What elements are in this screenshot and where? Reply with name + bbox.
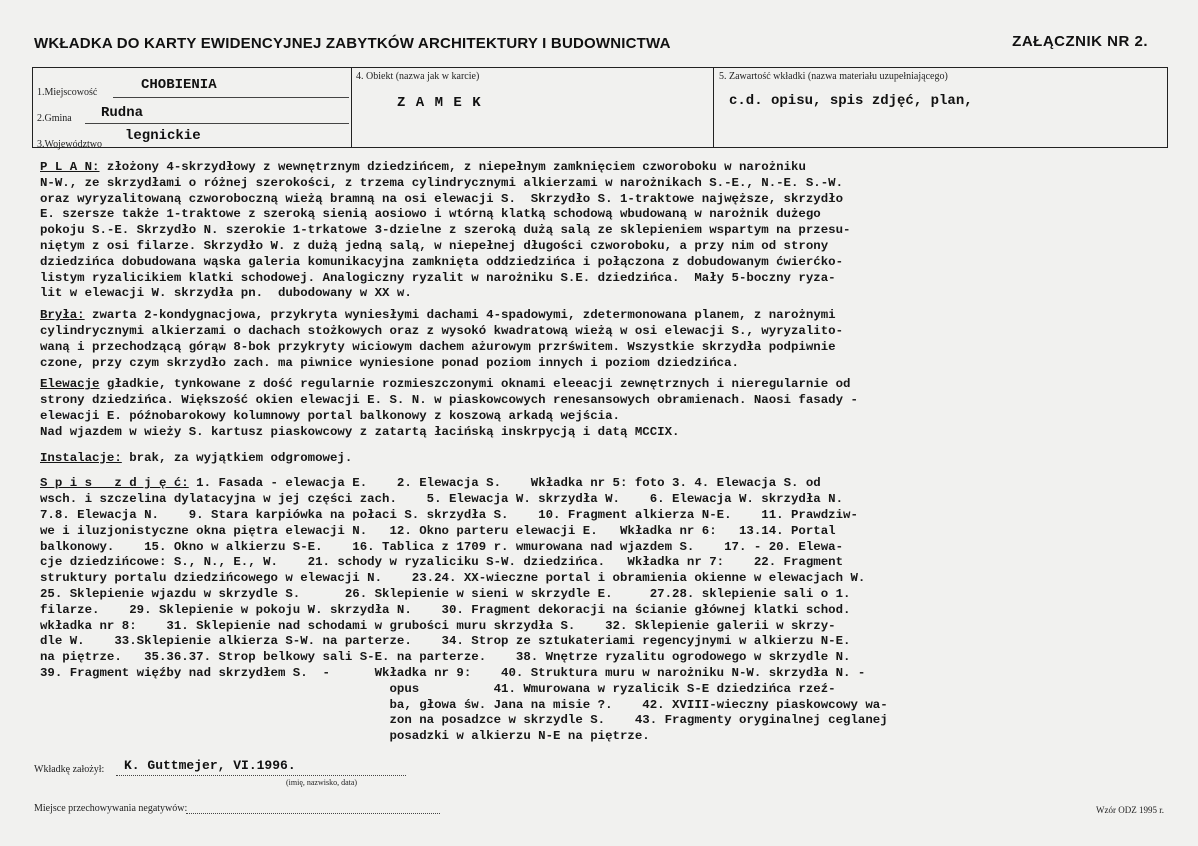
- text-line: oraz wyryzalitowaną czworoboczną wieżą bramną na osi elewacji S. Skrzydło S. 1-traktowe najwęższe, skrzydło: [40, 191, 844, 206]
- zalozyl-hint: (imię, nazwisko, data): [286, 778, 358, 787]
- text-line: czone, przy czym skrzydło zach. ma piwnice wyniesione ponad poziom innych i poziom dziedzińca.: [40, 355, 739, 370]
- text-line: listym ryzalicikiem klatki schodowej. Analogiczny ryzalit w narożniku S.E. dziedzińca. Mały 5-boczny ryza-: [40, 270, 836, 285]
- bryla-section: [40, 308, 1180, 371]
- wojewodztwo-value: legnickie: [125, 128, 201, 144]
- text-line: złożony 4-skrzydłowy z wewnętrznym dziedzińcem, z niepełnym zamknięciem czworoboku w narożniku: [99, 160, 806, 174]
- gmina-value: Rudna: [101, 105, 144, 121]
- text-line: cylindrycznymi alkierzami o dachach stożkowych oraz z wysokó kwadratową wieżą w osi elewacji S., wyryzalito-: [40, 323, 844, 338]
- text-line: brak, za wyjątkiem odgromowej.: [121, 450, 353, 465]
- column-divider: [351, 68, 352, 147]
- text-line: 39. Fragment więźby nad skrzydłem S. - Wkładka nr 9: 40. Struktura muru w narożniku N-W. skrzydła N. -: [40, 665, 866, 680]
- text-line: na piętrze. 35.36.37. Strop belkowy sali S-E. na parterze. 38. Wnętrze ryzalitu ogrodowego w skrzydle N.: [40, 650, 851, 665]
- contents-label: 5. Zawartość wkładki (nazwa materiału uzupełniającego): [719, 71, 948, 82]
- annex-number: ZAŁĄCZNIK NR 2.: [1012, 33, 1148, 50]
- elewacje-section: [40, 377, 1180, 440]
- signature-line: [116, 775, 406, 776]
- text-line: zon na posadzce w skrzydle S. 43. Fragmenty oryginalnej ceglanej: [40, 713, 888, 728]
- text-line: niętym z osi filarze. Skrzydło W. z dużą jedną salą, w niepełnej długości czworoboku, a przy nim od strony: [40, 238, 829, 253]
- description-body: [40, 160, 1180, 745]
- form-template-id: Wzór ODZ 1995 r.: [1096, 805, 1164, 815]
- plan-section: [40, 160, 1180, 302]
- miejscowosc-label: 1.Miejscowość: [37, 87, 98, 98]
- miejscowosc-value: CHOBIENIA: [141, 77, 217, 93]
- column-divider: [713, 68, 714, 147]
- instalacje-section: [40, 451, 1180, 467]
- text-line: 7.8. Elewacja N. 9. Stara karpiówka na połaci S. skrzydła S. 10. Fragment alkierza N-E. 11. Prawdziw-: [40, 507, 858, 522]
- text-line: we i iluzjonistyczne okna piętra elewacji N. 12. Okno parteru elewacji E. Wkładka nr 6: 13.14. Portal: [40, 523, 836, 538]
- text-line: strony dziedzińca. Większość okien elewacji E. S. N. w piaskowcowych renesansowych obramienach. Naosi fasady -: [40, 393, 858, 408]
- zalozyl-value: K. Guttmejer, VI.1996.: [124, 758, 296, 773]
- spis-section: [40, 476, 1180, 745]
- plan-heading: P L A N:: [40, 160, 100, 174]
- text-line: N-W., ze skrzydłami o różnej szerokości, z trzema cylindrycznymi alkierzami w narożnikach S.-E., N.-E. S.-W.: [40, 175, 844, 190]
- text-line: filarze. 29. Sklepienie w pokoju W. skrzydła N. 30. Fragment dekoracji na ścianie głównej klatki schod.: [40, 602, 851, 617]
- text-line: elewacji E. późnobarokowy kolumnowy portal balkonowy z koszową arkadą wejścia.: [40, 408, 620, 423]
- gmina-label: 2.Gmina: [37, 113, 72, 124]
- text-line: wkładka nr 8: 31. Sklepienie nad schodami w grubości muru skrzydła S. 32. Sklepienie galerii w skrzy-: [40, 618, 836, 633]
- text-line: opus 41. Wmurowana w ryzalicik S-E dziedzińca rzeź-: [40, 681, 836, 696]
- miejsce-label: Miejsce przechowywania negatywów:: [34, 803, 188, 814]
- signature-line: [186, 813, 440, 814]
- text-line: ba, głowa św. Jana na misie ?. 42. XVIII-wieczny piaskowcowy wa-: [40, 697, 888, 712]
- elewacje-heading: Elewacje: [40, 377, 100, 392]
- text-line: waną i przechodzącą górąw 8-bok przykryty wiciowym dachem ażurowym przrświtem. Wszystkie skrzydła podpiwnie: [40, 339, 836, 354]
- text-line: posadzki w alkierzu N-E na piętrze.: [40, 729, 650, 744]
- field-line: [113, 97, 349, 98]
- text-line: gładkie, tynkowane z dość regularnie rozmieszczonymi oknami eleeacji zewnętrznych i nieregularnie od: [99, 377, 851, 392]
- text-line: zwarta 2-kondygnacjowa, przykryta wyniesłymi dachami 4-spadowymi, zdetermonowana planem, z narożnymi: [84, 308, 836, 323]
- text-line: E. szersze także 1-traktowe z szeroką sienią aosiowo i wtórną klatką schodową wbudowaną w narożnik dużego: [40, 207, 821, 222]
- zalozyl-label: Wkładkę założył:: [34, 764, 105, 775]
- text-line: struktury portalu dziedzińcowego w elewacji N. 23.24. XX-wieczne portal i obramienia okienne w elewacjach W.: [40, 571, 866, 586]
- contents-value: c.d. opisu, spis zdjęć, plan,: [729, 93, 973, 109]
- text-line: Nad wjazdem w wieży S. kartusz piaskowcowy z zatartą łacińską inskrpycją i datą MCCIX.: [40, 424, 680, 439]
- wojewodztwo-label: 3.Województwo: [37, 139, 103, 150]
- bryla-heading: Bryła:: [40, 308, 85, 323]
- text-line: 1. Fasada - elewacja E. 2. Elewacja S. Wkładka nr 5: foto 3. 4. Elewacja S. od: [188, 476, 821, 491]
- text-line: pokoju S.-E. Skrzydło N. szerokie 1-trkatowe 3-dzielne z szeroką dużą salą ze sklepieniem wspartym na przesu-: [40, 223, 851, 238]
- spis-heading: S p i s z d j ę ć:: [40, 476, 189, 491]
- object-value: Z A M E K: [397, 95, 482, 111]
- text-line: dziedzińca dobudowana wąska galeria komunikacyjna zamknięta oddziedzińca i połączona z dobudowanym ćwierćko-: [40, 254, 844, 269]
- card-title: WKŁADKA DO KARTY EWIDENCYJNEJ ZABYTKÓW ARCHITEKTURY I BUDOWNICTWA: [34, 35, 671, 52]
- text-line: dle W. 33.Sklepienie alkierza S-W. na parterze. 34. Strop ze sztukateriami regencyjnymi w alkierzu N-E.: [40, 634, 851, 649]
- instalacje-heading: Instalacje:: [40, 450, 122, 465]
- object-label: 4. Obiekt (nazwa jak w karcie): [356, 71, 480, 82]
- text-line: 25. Sklepienie wjazdu w skrzydle S. 26. Sklepienie w sieni w skrzydle E. 27.28. sklepienie sali o 1.: [40, 586, 851, 601]
- text-line: lit w elewacji W. skrzydła pn. dubodowany w XX w.: [40, 286, 412, 301]
- text-line: cje dziedzińcowe: S., N., E., W. 21. schody w ryzaliciku S-W. dziedzińca. Wkładka nr 7: 22. Fragment: [40, 555, 844, 570]
- text-line: wsch. i szczelina dylatacyjna w jej części zach. 5. Elewacja W. skrzydła W. 6. Elewacja W. skrzydła N.: [40, 492, 844, 507]
- text-line: balkonowy. 15. Okno w alkierzu S-E. 16. Tablica z 1709 r. wmurowana nad wjazdem S. 17. - 20. Elewa-: [40, 539, 844, 554]
- field-line: [85, 123, 349, 124]
- identification-box: [32, 67, 1168, 148]
